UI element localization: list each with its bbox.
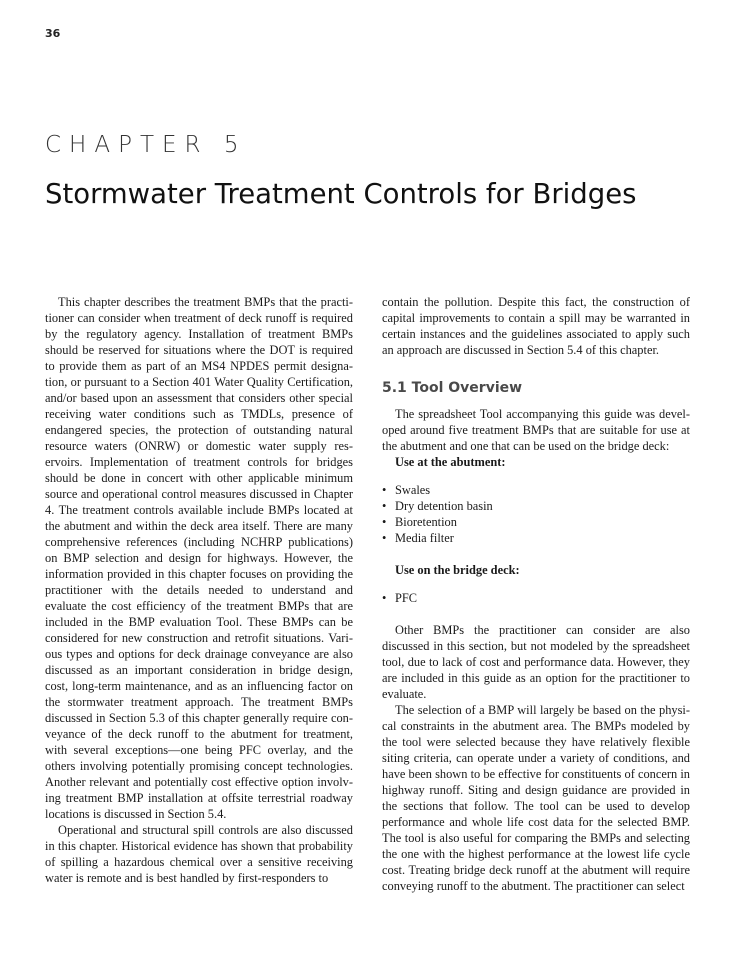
deck-subheading: Use on the bridge deck: (395, 563, 520, 577)
section-heading: 5.1 Tool Overview (382, 380, 523, 396)
chapter-label: CHAPTER 5 (45, 132, 247, 158)
abutment-bmp-list (382, 482, 690, 546)
list-item: • Media filter (382, 530, 690, 546)
abutment-subheading: Use at the abutment: (395, 455, 506, 469)
continued-paragraph: contain the pollution. Despite this fact, the construction of capital improvements to contain a spill may be warranted in certain instances and the guidelines associated to apply such an approach are discussed in Section 5.4 of this chapter. (382, 295, 690, 357)
list-item: • Swales (382, 482, 690, 498)
intro-paragraph: This chapter describes the treatment BMPs that the practitioner can consider when treatment of deck runoff is required by the regulatory agency. Installation of treatment BMPs should be reserved for situations where the DOT is required to provide them as part of an MS4 NPDES permit designation, or pursuant to a Section 401 Water Quality Certification, and/or based upon an assessment that considers other special receiving water conditions such as TMDLs, presence of endangered species, the protection of outstanding natural resource waters (ONRW) or domestic water supply reservoirs. Implementation of treatment controls for bridges should be done in concert with other applicable minimum source and operational control measures discussed in Chapter 4. The treatment controls available include BMPs located at the abutment and within the deck area itself. There are many comprehensive references (including NCHRP publications) on BMP selection and design for highways. However, the information provided in this chapter focuses on providing the practitioner with the details needed to understand and evaluate the cost efficiency of the treatment BMPs that are included in the BMP evaluation Tool. These BMPs can be considered for new construction and retrofit situations. Various types and options for deck drainage conveyance are also discussed as an important consideration in bridge design, cost, long-term maintenance, and as an influencing factor on the stormwater treatment approach. The treatment BMPs discussed in Section 5.3 of this chapter generally require conveyance of the deck runoff to the abutment for treatment, with several exceptions—one being PFC overlay, and the others involving potentially promising concept technologies. Another relevant and potentially cost effective option involving treatment BMP installation at offsite terrestrial roadway locations is discussed in Section 5.4. (45, 295, 353, 821)
list-item: • Bioretention (382, 514, 690, 530)
left-column (45, 294, 353, 886)
spill-controls-paragraph: Operational and structural spill controls are also discussed in this chapter. Historical evidence has shown that probability of spilling a hazardous chemical over a sensitive receiving water is remote and is best handled by first-responders to (45, 823, 353, 885)
tool-overview-paragraph: The spreadsheet Tool accompanying this guide was developed around five treatment BMPs that are suitable for use at the abutment and one that can be used on the bridge deck: (382, 407, 690, 453)
right-column (382, 294, 690, 894)
bmp-selection-paragraph: The selection of a BMP will largely be based on the physical constraints in the abutment area. The BMPs modeled by the tool were selected because they have relatively flexible siting criteria, can operate under a variety of conditions, and have been shown to be effective for constituents of concern in highway runoff. Siting and design guidance are provided in the sections that follow. The tool can be used to develop performance and whole life cost data for the selected BMP. The tool is also useful for comparing the BMPs and selecting the one with the highest performance at the lowest life cycle cost. Treating bridge deck runoff at the abutment will require conveying runoff to the abutment. The practitioner can select (382, 703, 690, 893)
list-item: • PFC (382, 590, 690, 606)
other-bmps-paragraph: Other BMPs the practitioner can consider are also discussed in this section, but not modeled by the spreadsheet tool, due to lack of cost and performance data. However, they are included in this guide as an option for the practitioner to evaluate. (382, 623, 690, 701)
page-number: 36 (45, 27, 61, 40)
deck-bmp-list (382, 590, 690, 606)
list-item: • Dry detention basin (382, 498, 690, 514)
chapter-title: Stormwater Treatment Controls for Bridges (45, 178, 637, 210)
